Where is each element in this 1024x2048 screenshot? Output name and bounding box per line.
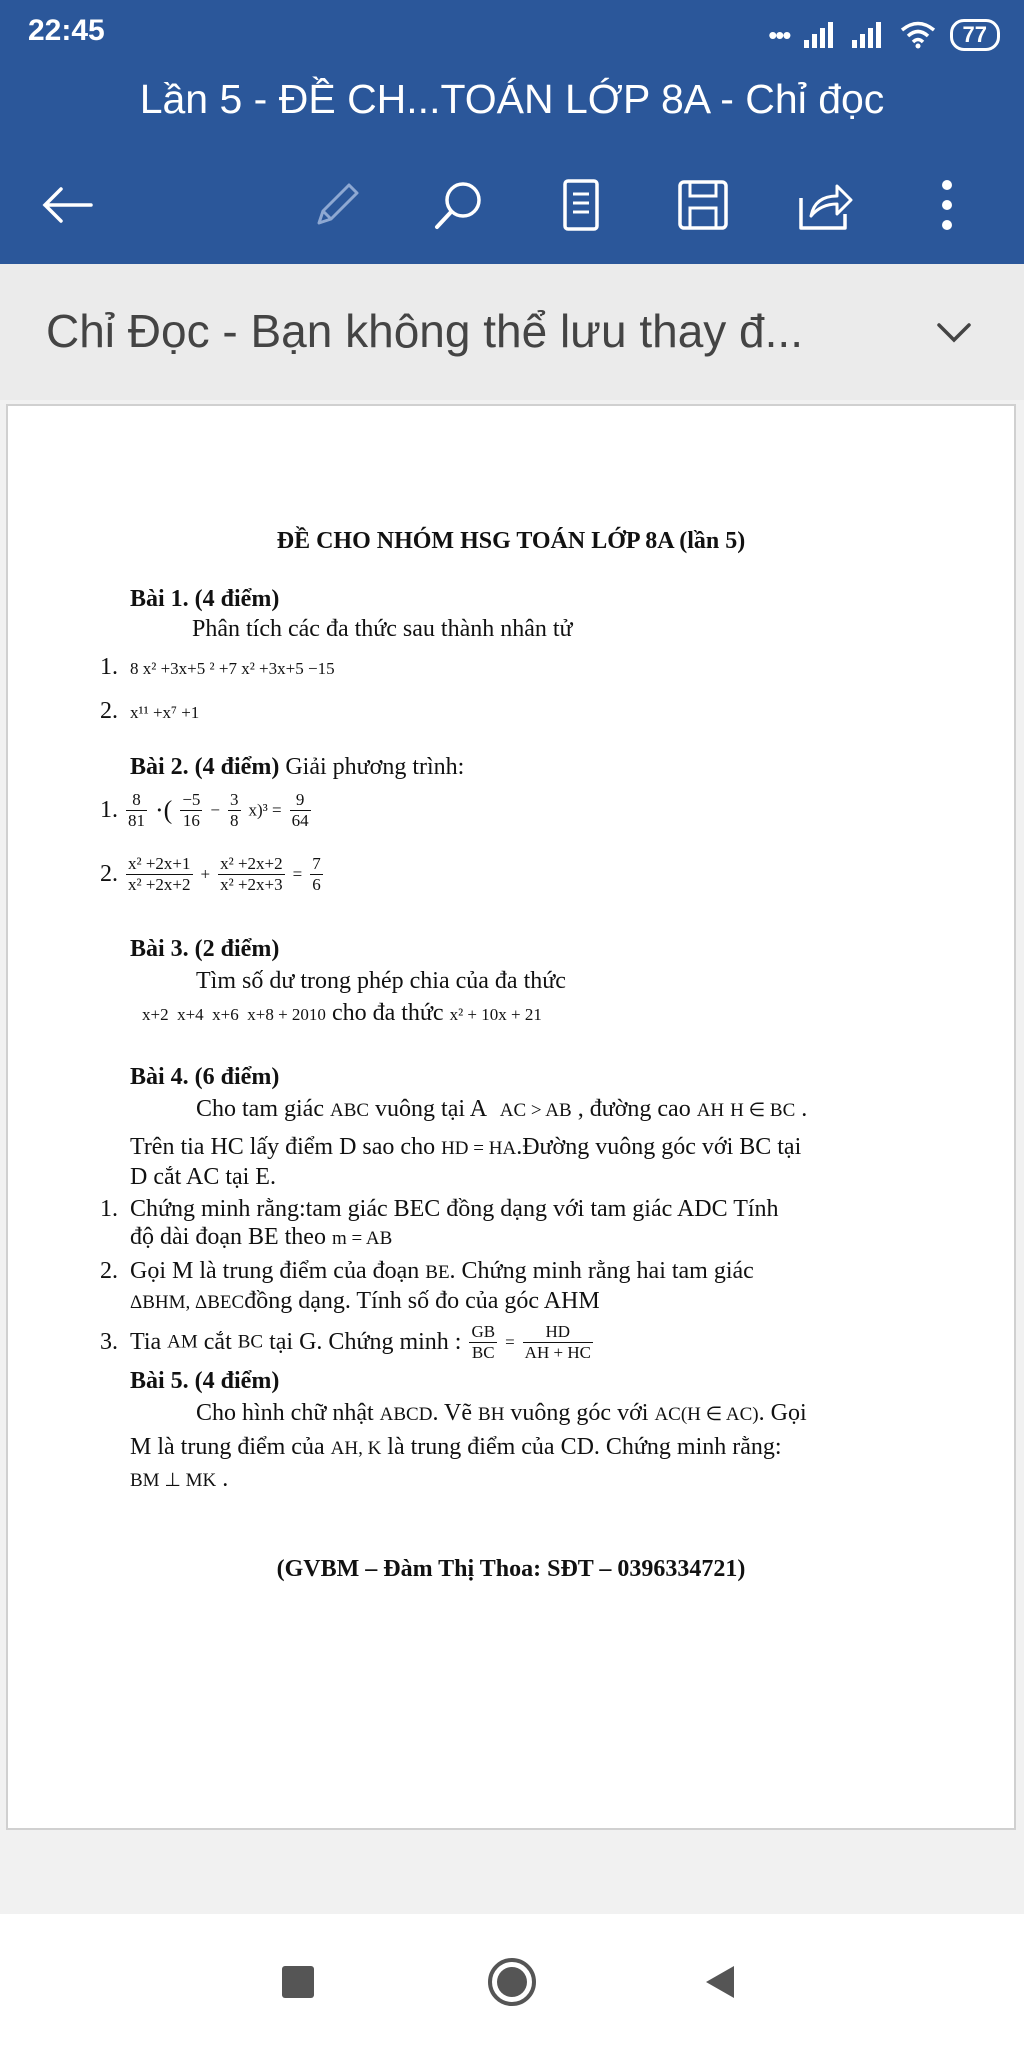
math: BH: [478, 1404, 505, 1425]
fraction: [180, 790, 202, 831]
reading-view-icon: [561, 178, 601, 232]
bai3-connector: cho đa thức: [331, 1000, 444, 1026]
bai5-line2: [130, 1434, 782, 1461]
text: .: [801, 1096, 808, 1122]
math: ABC: [329, 1100, 370, 1121]
share-icon: [797, 178, 853, 232]
math: m = AB: [331, 1228, 393, 1249]
math: H ∈ BC: [730, 1100, 796, 1121]
bai4-item2: [100, 1258, 754, 1285]
math: HD = HA: [441, 1138, 517, 1159]
math: AC > AB: [499, 1100, 572, 1121]
text: . Gọi: [758, 1400, 807, 1426]
text: tại G. Chứng minh :: [269, 1329, 462, 1355]
text: Chứng minh rằng:tam giác BEC đồng dạng với tam giác ADC Tính: [130, 1196, 779, 1222]
bai2-heading: [130, 754, 464, 781]
bai1-expr1: 8 x² +3x+5 ² +7 x² +3x+5 −15: [130, 659, 335, 678]
bai1-item2: [100, 698, 199, 725]
text: M là trung điểm của: [130, 1434, 325, 1460]
numerator: 3: [230, 790, 239, 809]
home-circle-icon: [486, 1956, 538, 2008]
denominator: 64: [291, 811, 309, 830]
bai1-title: Bài 1. (4 điểm): [130, 586, 280, 612]
item-number: 1.: [100, 1196, 118, 1222]
pencil-icon: [311, 179, 363, 231]
save-icon: [676, 178, 730, 232]
item-number: 1.: [100, 654, 118, 680]
bai3-expression: [142, 1000, 542, 1027]
text: Gọi M là trung điểm của đoạn: [130, 1258, 420, 1284]
bai5-title: Bài 5. (4 điểm): [130, 1368, 280, 1394]
status-time: 22:45: [28, 14, 105, 47]
math: BC: [237, 1331, 264, 1353]
denominator: AH + HC: [524, 1343, 591, 1362]
math: ΔBHM, ΔBEC: [130, 1292, 245, 1313]
text: . Vẽ: [432, 1400, 473, 1426]
document-heading: ĐỀ CHO NHÓM HSG TOÁN LỚP 8A (lần 5): [276, 528, 746, 554]
share-button[interactable]: [790, 170, 860, 240]
text: cắt: [203, 1329, 232, 1355]
math: BE: [425, 1262, 450, 1283]
bai3-title: Bài 3. (2 điểm): [130, 936, 280, 962]
signal-icon: [804, 22, 838, 48]
text: Cho tam giác: [196, 1096, 324, 1122]
text: . Chứng minh rằng hai tam giác: [449, 1258, 754, 1284]
bai5-line3: [130, 1466, 228, 1493]
read-only-message: Chỉ Đọc - Bạn không thể lưu thay đ...: [46, 305, 803, 357]
fraction: [218, 854, 285, 895]
bai5-line1: [196, 1400, 807, 1427]
divisor-expr: x² + 10x + 21: [449, 1005, 542, 1024]
text: độ dài đoạn BE theo: [130, 1224, 326, 1250]
numerator: 7: [312, 854, 321, 873]
math: AM: [167, 1331, 198, 1353]
bai1-expr2: x¹¹ +x⁷ +1: [130, 703, 200, 722]
numerator: 8: [126, 790, 147, 811]
fraction: [126, 854, 193, 895]
bai2-instruction: Giải phương trình:: [285, 754, 465, 780]
numerator: HD: [523, 1322, 593, 1343]
dots-icon: •••: [768, 19, 790, 50]
recents-button[interactable]: [268, 1952, 328, 2012]
bai4-item3: [100, 1322, 595, 1363]
bai4-line1: [196, 1096, 807, 1123]
denominator: 6: [312, 875, 321, 894]
operator: x)³ =: [248, 800, 282, 820]
read-only-banner[interactable]: [0, 264, 1024, 400]
denominator: x² +2x+2: [128, 875, 191, 894]
text: .: [222, 1466, 229, 1492]
text: Trên tia HC lấy điểm D sao cho: [130, 1134, 436, 1160]
text: .Đường vuông góc với BC tại: [516, 1134, 802, 1160]
item-number: 3.: [100, 1329, 118, 1355]
bai2-item1: [100, 790, 313, 831]
numerator: GB: [471, 1322, 496, 1341]
back-arrow-icon: [39, 185, 95, 225]
bai4-item2-cont: [130, 1288, 600, 1315]
bai3-intro: Tìm số dư trong phép chia của đa thức: [196, 968, 566, 994]
item-number: 2.: [100, 698, 118, 724]
denominator: 8: [230, 811, 239, 830]
fraction: [310, 854, 323, 895]
home-button[interactable]: [482, 1952, 542, 2012]
text: Cho hình chữ nhật: [196, 1400, 374, 1426]
chevron-down-icon: [936, 322, 972, 344]
operator: +: [200, 864, 211, 884]
back-nav-button[interactable]: [690, 1952, 750, 2012]
bai4-item1: [100, 1196, 779, 1223]
operator: =: [292, 864, 303, 884]
text: vuông góc với: [510, 1400, 649, 1426]
status-icons: [768, 16, 1000, 54]
numerator: 9: [290, 790, 311, 811]
numerator: x² +2x+2: [220, 854, 283, 873]
app-bar: [0, 0, 1024, 264]
bai4-line2: [130, 1134, 801, 1161]
document-page[interactable]: [6, 404, 1016, 1830]
edit-button[interactable]: [302, 170, 372, 240]
fraction: [469, 1322, 497, 1363]
bai2-item2: [100, 854, 325, 895]
search-icon: [432, 178, 486, 232]
math: AC(H ∈ AC): [654, 1404, 759, 1425]
document-title: Lần 5 - ĐỀ CH...TOÁN LỚP 8A - Chỉ đọc: [139, 76, 885, 122]
fraction: [126, 790, 147, 831]
bai4-item1-cont: [130, 1224, 392, 1251]
document-footer: (GVBM – Đàm Thị Thoa: SĐT – 0396334721): [276, 1556, 746, 1582]
text: đồng dạng. Tính số đo của góc AHM: [244, 1288, 600, 1314]
operator: =: [505, 1332, 515, 1352]
fraction: [523, 1322, 593, 1363]
bai1-intro: Phân tích các đa thức sau thành nhân tử: [192, 616, 573, 642]
back-button[interactable]: [32, 170, 102, 240]
back-triangle-icon: [700, 1962, 740, 2002]
expand-banner-button[interactable]: [924, 308, 984, 358]
recents-square-icon: [280, 1964, 316, 2000]
item-number: 2.: [100, 861, 118, 887]
search-button[interactable]: [424, 170, 494, 240]
operator: −: [210, 800, 221, 820]
fraction: [228, 790, 241, 831]
denominator: 16: [182, 811, 200, 830]
bai4-title: Bài 4. (6 điểm): [130, 1064, 280, 1090]
toolbar: [0, 160, 1024, 250]
dividend-expr: x+2 x+4 x+6 x+8 + 2010: [142, 1005, 326, 1024]
text: Tia: [130, 1329, 162, 1355]
signal-icon-2: [852, 22, 886, 48]
system-nav-bar: [0, 1914, 1024, 2048]
fraction: [290, 790, 311, 831]
math: AH, K: [330, 1438, 382, 1459]
more-vertical-icon: [937, 178, 957, 232]
math: ABCD: [379, 1404, 433, 1425]
reading-view-button[interactable]: [546, 170, 616, 240]
bai1-item1: [100, 654, 335, 681]
bai4-line3: D cắt AC tại E.: [130, 1164, 276, 1190]
text: là trung điểm của CD. Chứng minh rằng:: [387, 1434, 782, 1460]
wifi-icon: [900, 21, 936, 49]
math: BM ⊥ MK: [130, 1470, 217, 1491]
bai2-title: Bài 2. (4 điểm): [130, 754, 280, 780]
numerator: x² +2x+1: [128, 854, 191, 873]
numerator: −5: [182, 790, 201, 809]
item-number: 2.: [100, 1258, 118, 1284]
battery-indicator: 77: [950, 19, 1000, 51]
text: vuông tại A: [375, 1096, 486, 1122]
save-button[interactable]: [668, 170, 738, 240]
math: AH: [696, 1100, 725, 1121]
denominator: BC: [471, 1343, 495, 1362]
item-number: 1.: [100, 797, 118, 823]
text: , đường cao: [577, 1096, 691, 1122]
denominator: 81: [128, 811, 145, 830]
operator: ·(: [155, 795, 173, 825]
more-options-button[interactable]: [912, 170, 982, 240]
denominator: x² +2x+3: [220, 875, 283, 894]
